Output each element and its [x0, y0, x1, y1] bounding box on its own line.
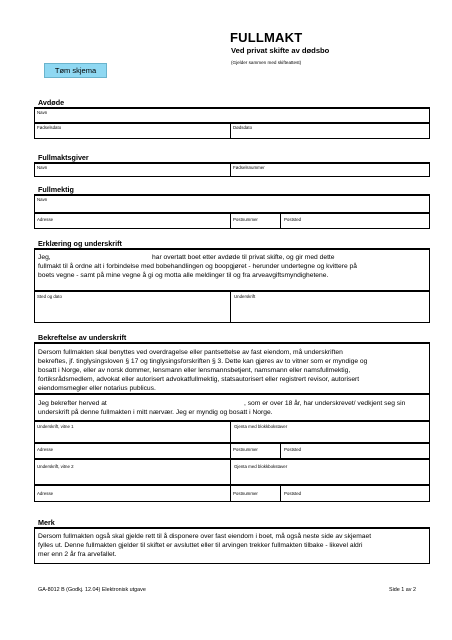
- fullmektig-name-field[interactable]: [34, 195, 430, 213]
- witness1-signature-field[interactable]: [34, 421, 231, 443]
- form-note: (Gjelder sammen med skifteattest): [231, 60, 302, 65]
- field-label: Postnummer: [233, 447, 258, 452]
- merk-line: fylles ut. Denne fullmakten gjelder til skiftet er avsluttet eller til arvingen trekker fullmakten tilbake - likevel aldri: [38, 542, 363, 549]
- erklaering-line2: fullmakt til å ordne alt i forbindelse med bobehandlingen og boopgjøret - herunder undertegne og kvittere på: [38, 263, 357, 270]
- field-label: Dødsdato: [233, 125, 253, 130]
- field-label: Navn: [37, 197, 48, 202]
- place-date-field[interactable]: [34, 291, 231, 323]
- erklaering-line1-b: har overtatt boet etter avdøde til privat skifte, og gir med dette: [152, 254, 335, 261]
- avdode-name-field[interactable]: [34, 108, 430, 123]
- field-label: Underskrift: [234, 294, 256, 299]
- field-label: Postnummer: [233, 217, 258, 222]
- section-title-avdode: Avdøde: [38, 98, 65, 107]
- field-label: Gjenta med blokkbokstaver: [234, 464, 288, 469]
- reset-form-button[interactable]: Tøm skjema: [44, 63, 107, 78]
- witness2-postnr-field[interactable]: [230, 485, 281, 502]
- signature-field[interactable]: [230, 291, 430, 323]
- witness1-postnr-field[interactable]: [230, 443, 281, 459]
- merk-info-box: [34, 528, 430, 564]
- field-label: Adresse: [37, 447, 54, 452]
- field-label: Sted og dato: [37, 294, 62, 299]
- field-label: Poststed: [284, 491, 302, 496]
- field-label: Navn: [37, 110, 48, 115]
- field-label: Gjenta med blokkbokstaver: [234, 424, 288, 429]
- erklaering-line1-a: Jeg,: [38, 254, 51, 261]
- section-title-fullmektig: Fullmektig: [38, 185, 74, 194]
- witness2-signature-field[interactable]: [34, 459, 231, 485]
- merk-line: Dersom fullmakten også skal gjelde rett til å disponere over fast eiendom i boet, må også neste side av skjemaet: [38, 533, 372, 540]
- avdode-deathdate-field[interactable]: [230, 123, 430, 139]
- form-title: FULLMAKT: [230, 30, 303, 45]
- witness2-poststed-field[interactable]: [280, 485, 430, 502]
- witness1-address-field[interactable]: [34, 443, 231, 459]
- erklaering-line3: boets vegne - samt på mine vegne å gi og motta alle meldinger til og fra arveavgiftsmyndighetene.: [38, 272, 329, 279]
- bekreftelse-para-line: eiendomsmegler eller notarius publicus.: [38, 385, 156, 392]
- confirm-text-b: , som er over 18 år, har underskrevet/ vedkjent seg sin: [244, 400, 406, 407]
- field-label: Poststed: [284, 217, 302, 222]
- merk-line: mer enn 2 år fra arvefallet.: [38, 551, 117, 558]
- fullmaktsgiver-name-field[interactable]: [34, 163, 231, 177]
- witness2-blokk-field[interactable]: [230, 459, 430, 485]
- section-title-erklaering: Erklæring og underskrift: [38, 239, 122, 248]
- witness2-address-field[interactable]: [34, 485, 231, 502]
- section-title-fullmaktsgiver: Fullmaktsgiver: [38, 153, 89, 162]
- witness1-poststed-field[interactable]: [280, 443, 430, 459]
- witness1-blokk-field[interactable]: [230, 421, 430, 443]
- footer-form-id: GA-8012 B (Godkj. 12.04) Elektronisk utgave: [38, 587, 146, 593]
- fullmektig-poststed-field[interactable]: [280, 213, 430, 229]
- field-label: Navn: [37, 165, 48, 170]
- field-label: Adresse: [37, 491, 54, 496]
- bekreftelse-para-line: bekreftes, jf. tinglysingsloven § 17 og tinglysingsforskriften § 3. Dette kan gjøres av to vitner som er myndige og: [38, 358, 368, 365]
- erklaering-name-input[interactable]: [54, 254, 148, 262]
- field-label: Fødselsdato: [37, 125, 62, 130]
- footer-page-number: Side 1 av 2: [389, 587, 416, 593]
- section-title-merk: Merk: [38, 518, 55, 527]
- form-subtitle: Ved privat skifte av dødsbo: [231, 46, 330, 55]
- confirm-text-c: underskrift på denne fullmakten i mitt nærvær. Jeg er myndig og bosatt i Norge.: [38, 409, 273, 416]
- bekreftelse-para-line: Dersom fullmakten skal benyttes ved overdragelse eller pantsettelse av fast eiendom, må underskriften: [38, 349, 343, 356]
- avdode-birthdate-field[interactable]: [34, 123, 231, 139]
- field-label: Fødselsnummer: [233, 165, 265, 170]
- confirm-name-input[interactable]: [127, 400, 241, 408]
- bekreftelse-info-box: [34, 343, 430, 394]
- erklaering-text-box: [34, 249, 430, 291]
- bekreftelse-confirm-box: [34, 394, 430, 421]
- field-label: Underskrift, vitne 1: [37, 424, 74, 429]
- bekreftelse-para-line: bosatt i Norge, eller av norsk dommer, lensmann eller lensmannsbetjent, namsmann eller namsfullmektig,: [38, 367, 351, 374]
- field-label: Underskrift, vitne 2: [37, 464, 74, 469]
- fullmektig-postnr-field[interactable]: [230, 213, 281, 229]
- field-label: Postnummer: [233, 491, 258, 496]
- fullmektig-address-field[interactable]: [34, 213, 231, 229]
- section-title-bekreftelse: Bekreftelse av underskrift: [38, 333, 127, 342]
- field-label: Poststed: [284, 447, 302, 452]
- bekreftelse-para-line: fortiksrådsmedlem, advokat eller autorisert advokatfullmektig, statsautorisert eller registrert revisor, autorisert: [38, 376, 360, 383]
- confirm-text-a: Jeg bekrefter herved at: [38, 400, 107, 407]
- field-label: Adresse: [37, 217, 54, 222]
- fullmaktsgiver-fnr-field[interactable]: [230, 163, 430, 177]
